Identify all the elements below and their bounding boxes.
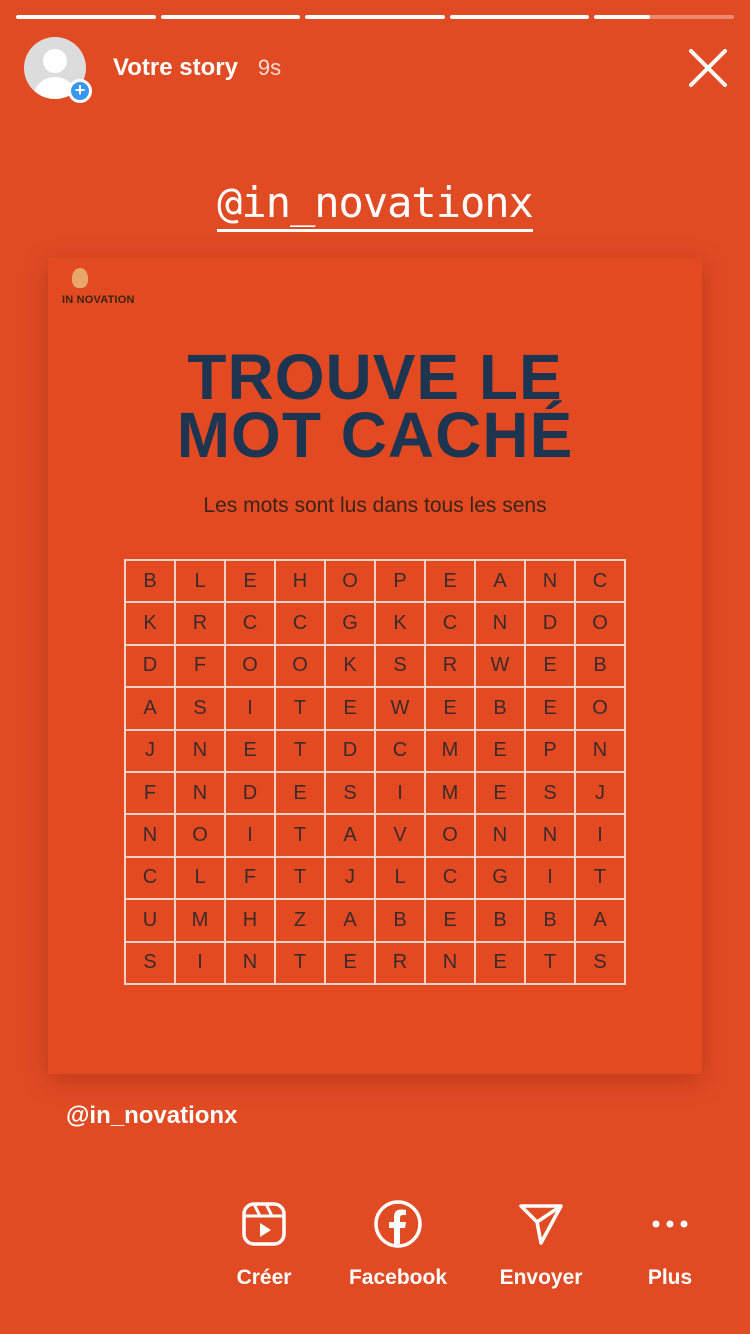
grid-row [125, 730, 625, 772]
grid-cell: G [475, 857, 525, 899]
grid-cell: E [525, 687, 575, 729]
add-story-icon[interactable]: + [68, 79, 92, 103]
grid-cell: S [175, 687, 225, 729]
grid-cell: L [375, 857, 425, 899]
grid-cell: B [475, 687, 525, 729]
grid-row [125, 602, 625, 644]
grid-cell: F [175, 645, 225, 687]
brand-logo [62, 268, 152, 314]
close-button[interactable] [686, 46, 730, 90]
grid-cell: E [325, 942, 375, 984]
grid-cell: H [275, 560, 325, 602]
grid-cell: R [175, 602, 225, 644]
grid-cell: C [375, 730, 425, 772]
grid-cell: C [425, 602, 475, 644]
progress-segment [450, 15, 590, 19]
grid-row [125, 560, 625, 602]
grid-cell: V [375, 814, 425, 856]
grid-cell: J [575, 772, 625, 814]
word-search-grid [124, 559, 626, 985]
create-label: Créer [236, 1266, 292, 1289]
grid-row [125, 857, 625, 899]
more-button[interactable] [600, 1196, 740, 1290]
grid-cell: T [275, 814, 325, 856]
grid-cell: O [175, 814, 225, 856]
story-owner-name[interactable]: Votre story [113, 54, 238, 81]
brand-name: IN NOVATION [62, 294, 135, 306]
grid-cell: K [325, 645, 375, 687]
grid-cell: E [225, 560, 275, 602]
grid-cell: P [525, 730, 575, 772]
send-icon[interactable] [513, 1196, 569, 1252]
grid-cell: E [325, 687, 375, 729]
grid-cell: J [125, 730, 175, 772]
post-title [48, 341, 702, 471]
post-subtitle: Les mots sont lus dans tous les sens [203, 494, 547, 517]
grid-cell: A [125, 687, 175, 729]
facebook-label: Facebook [348, 1266, 448, 1289]
grid-cell: D [125, 645, 175, 687]
grid-cell: E [225, 730, 275, 772]
grid-cell: N [175, 730, 225, 772]
grid-cell: N [475, 602, 525, 644]
grid-cell: I [175, 942, 225, 984]
grid-cell: F [125, 772, 175, 814]
grid-cell: T [575, 857, 625, 899]
reels-icon[interactable] [236, 1196, 292, 1252]
grid-cell: C [125, 857, 175, 899]
lightbulb-icon [72, 268, 88, 288]
grid-cell: H [225, 899, 275, 941]
grid-cell: F [225, 857, 275, 899]
grid-cell: N [575, 730, 625, 772]
grid-cell: I [375, 772, 425, 814]
grid-cell: I [225, 687, 275, 729]
grid-cell: B [125, 560, 175, 602]
grid-cell: O [575, 687, 625, 729]
story-timestamp: 9s [257, 55, 282, 80]
grid-cell: O [425, 814, 475, 856]
progress-segment [305, 15, 445, 19]
create-button[interactable] [194, 1196, 334, 1290]
grid-cell: A [325, 814, 375, 856]
grid-cell: L [175, 857, 225, 899]
grid-cell: W [475, 645, 525, 687]
grid-cell: E [275, 772, 325, 814]
avatar[interactable] [24, 37, 86, 99]
grid-cell: A [325, 899, 375, 941]
grid-cell: Z [275, 899, 325, 941]
post-title-line2: MOT CACHÉ [176, 399, 574, 471]
grid-cell: O [225, 645, 275, 687]
grid-cell: D [225, 772, 275, 814]
grid-cell: I [575, 814, 625, 856]
story-progress-bar [16, 15, 734, 19]
grid-row [125, 814, 625, 856]
grid-cell: U [125, 899, 175, 941]
grid-row [125, 772, 625, 814]
grid-cell: G [325, 602, 375, 644]
grid-cell: T [525, 942, 575, 984]
grid-cell: S [325, 772, 375, 814]
grid-cell: E [475, 730, 525, 772]
grid-cell: C [275, 602, 325, 644]
grid-cell: E [425, 560, 475, 602]
grid-cell: M [425, 730, 475, 772]
grid-cell: N [175, 772, 225, 814]
grid-cell: A [475, 560, 525, 602]
grid-cell: N [475, 814, 525, 856]
grid-cell: O [275, 645, 325, 687]
story-action-bar [0, 1196, 750, 1306]
grid-cell: C [425, 857, 475, 899]
grid-cell: N [525, 560, 575, 602]
grid-cell: S [125, 942, 175, 984]
grid-cell: C [575, 560, 625, 602]
send-button[interactable] [471, 1196, 611, 1290]
close-icon[interactable] [686, 46, 730, 90]
grid-cell: B [375, 899, 425, 941]
progress-segment [16, 15, 156, 19]
grid-cell: O [575, 602, 625, 644]
grid-cell: B [475, 899, 525, 941]
grid-cell: M [425, 772, 475, 814]
story-header [24, 36, 730, 100]
grid-cell: T [275, 942, 325, 984]
grid-cell: M [175, 899, 225, 941]
grid-cell: B [525, 899, 575, 941]
more-label: Plus [647, 1266, 693, 1289]
grid-cell: B [575, 645, 625, 687]
grid-cell: D [325, 730, 375, 772]
grid-cell: J [325, 857, 375, 899]
grid-cell: R [375, 942, 425, 984]
grid-cell: N [525, 814, 575, 856]
grid-cell: E [425, 899, 475, 941]
progress-segment [161, 15, 301, 19]
grid-cell: K [125, 602, 175, 644]
grid-cell: T [275, 730, 325, 772]
shared-post-card[interactable] [48, 258, 702, 1074]
grid-cell: N [225, 942, 275, 984]
grid-row [125, 942, 625, 984]
grid-cell: E [525, 645, 575, 687]
grid-cell: K [375, 602, 425, 644]
grid-cell: S [575, 942, 625, 984]
grid-cell: I [525, 857, 575, 899]
grid-cell: N [125, 814, 175, 856]
grid-cell: P [375, 560, 425, 602]
grid-cell: L [175, 560, 225, 602]
grid-cell: E [475, 942, 525, 984]
facebook-icon[interactable] [370, 1196, 426, 1252]
grid-cell: T [275, 687, 325, 729]
post-author-mention[interactable]: @in_novationx [66, 1102, 238, 1129]
grid-cell: A [575, 899, 625, 941]
grid-cell: S [375, 645, 425, 687]
grid-cell: I [225, 814, 275, 856]
grid-row [125, 687, 625, 729]
grid-cell: R [425, 645, 475, 687]
grid-cell: N [425, 942, 475, 984]
grid-cell: S [525, 772, 575, 814]
grid-row [125, 899, 625, 941]
grid-cell: E [475, 772, 525, 814]
mention-sticker[interactable] [0, 178, 750, 227]
grid-cell: C [225, 602, 275, 644]
send-label: Envoyer [499, 1266, 583, 1289]
grid-cell: E [425, 687, 475, 729]
grid-cell: D [525, 602, 575, 644]
post-title-line1: TROUVE LE [187, 341, 563, 413]
grid-cell: T [275, 857, 325, 899]
grid-row [125, 645, 625, 687]
progress-segment [594, 15, 734, 19]
mention-sticker-text[interactable]: @in_novationx [217, 178, 533, 232]
facebook-button[interactable] [328, 1196, 468, 1290]
more-icon[interactable] [642, 1196, 698, 1252]
grid-cell: O [325, 560, 375, 602]
grid-cell: W [375, 687, 425, 729]
